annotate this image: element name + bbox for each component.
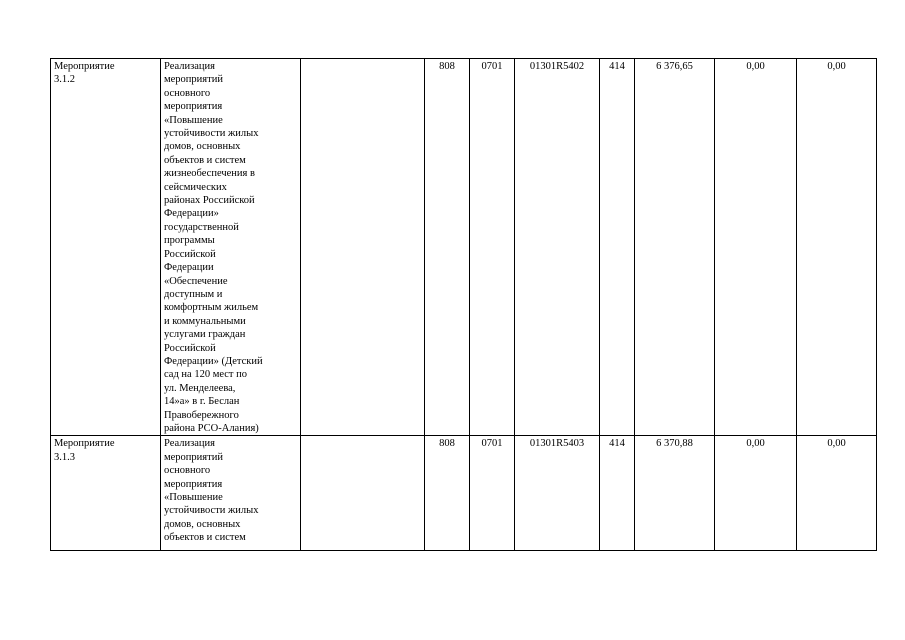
event-number: 3.1.2: [54, 74, 75, 86]
year2-amount-cell: 0,00: [715, 59, 797, 436]
description-line: основного: [164, 465, 211, 477]
description-line: Реализация: [164, 438, 215, 450]
description-line: Российской: [164, 248, 216, 260]
description-line: ул. Менделеева,: [164, 382, 236, 394]
description-line: «Повышение: [164, 492, 223, 503]
csr-cell: 01301R5402: [515, 59, 600, 436]
event-cell: [51, 436, 161, 551]
executor-cell: [301, 59, 425, 436]
year1-amount-cell: 6 376,65: [635, 59, 715, 436]
description-line: комфортным жильем: [164, 302, 259, 314]
description-cell: [161, 59, 301, 436]
description-line: программы: [164, 235, 215, 247]
description-line: Правобережного: [164, 409, 239, 421]
description-line: мероприятия: [164, 478, 223, 490]
rzpr-cell: 0701: [470, 59, 515, 436]
executor-cell: [301, 436, 425, 551]
description-line: доступным и: [164, 288, 223, 300]
budget-table: [50, 58, 877, 551]
description-line: жизнеобеспечения в: [164, 168, 255, 180]
description-line: государственной: [164, 221, 239, 233]
year2-amount-cell: 0,00: [715, 436, 797, 551]
description-line: сад на 120 мест по: [164, 369, 248, 381]
description-line: Федерации» (Детский: [164, 355, 263, 367]
description-line: мероприятий: [164, 451, 223, 463]
description-line: устойчивости жилых: [164, 128, 259, 140]
description-line: «Повышение: [164, 114, 223, 126]
description-line: объектов и систем: [164, 154, 246, 166]
year3-amount-cell: 0,00: [797, 59, 877, 436]
event-cell: [51, 59, 161, 436]
vr-cell: 414: [600, 436, 635, 551]
event-number: 3.1.3: [54, 451, 75, 463]
description-line: домов, основных: [164, 141, 241, 153]
description-line: объектов и систем: [164, 532, 246, 544]
description-line: устойчивости жилых: [164, 505, 259, 517]
description-line: домов, основных: [164, 518, 241, 530]
event-label: Мероприятие: [54, 438, 115, 450]
table-row: [51, 436, 877, 551]
grbs-cell: 808: [425, 436, 470, 551]
table-row: [51, 59, 877, 436]
description-line: мероприятия: [164, 101, 223, 113]
description-line: мероприятий: [164, 74, 223, 86]
csr-cell: 01301R5403: [515, 436, 600, 551]
year1-amount-cell: 6 370,88: [635, 436, 715, 551]
description-cell: [161, 436, 301, 551]
description-line: района РСО-Алания): [164, 422, 259, 434]
description-line: и коммунальными: [164, 315, 246, 327]
rzpr-cell: 0701: [470, 436, 515, 551]
description-line: Реализация: [164, 61, 215, 72]
event-label: Мероприятие: [54, 61, 115, 72]
description-line: Российской: [164, 342, 216, 354]
year3-amount-cell: 0,00: [797, 436, 877, 551]
grbs-cell: 808: [425, 59, 470, 436]
description-line: районах Российской: [164, 195, 255, 207]
description-line: Федерации»: [164, 208, 219, 220]
vr-cell: 414: [600, 59, 635, 436]
description-line: Федерации: [164, 262, 214, 274]
description-line: «Обеспечение: [164, 275, 228, 287]
description-line: основного: [164, 87, 211, 99]
description-line: 14»а» в г. Беслан: [164, 396, 240, 408]
description-line: услугами граждан: [164, 329, 246, 341]
description-line: сейсмических: [164, 181, 227, 193]
